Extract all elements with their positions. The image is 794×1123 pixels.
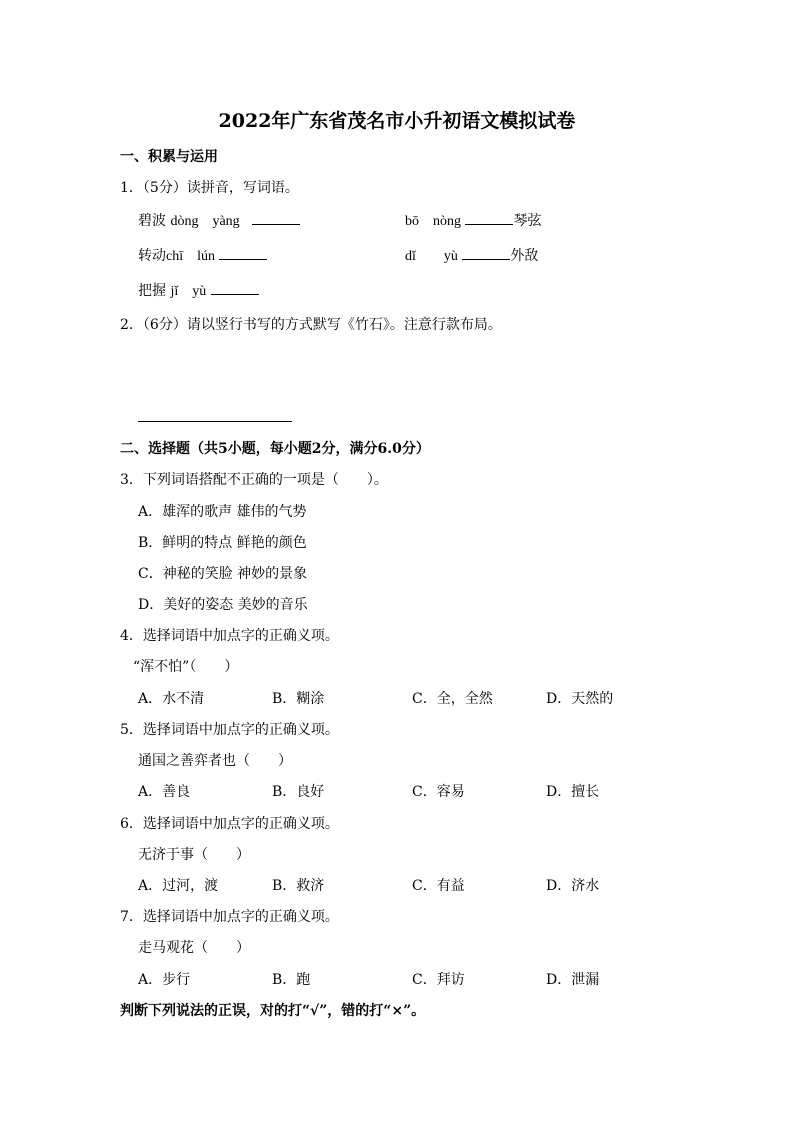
question-6-option-b[interactable]: B．救济 [272,878,325,894]
section-heading-accumulation: 一、积累与运用 [120,149,218,165]
question-4-option-d[interactable]: D．天然的 [546,691,614,707]
question-2-stem: 2．（6分）请以竖行书写的方式默写《竹石》。注意行款布局。 [120,317,502,333]
question-7-phrase: 走马观花（ ） [138,940,250,956]
question-5-phrase: 通国之善弈者也（ ） [138,753,292,769]
question-3-option-d[interactable]: D．美好的姿态 美妙的音乐 [138,597,308,613]
question-6-option-c[interactable]: C．有益 [412,878,465,894]
pinyin-item-5: 把握 jǐ yù [138,280,259,300]
question-5-stem: 5．选择词语中加点字的正确义项。 [120,722,339,738]
question-6-phrase: 无济于事（ ） [138,847,250,863]
question-7-stem: 7．选择词语中加点字的正确义项。 [120,909,339,925]
answer-line[interactable] [138,421,292,422]
pinyin-item-2: bō nòng 琴弦 [405,213,542,229]
question-4-stem: 4．选择词语中加点字的正确义项。 [120,628,339,644]
question-6-stem: 6．选择词语中加点字的正确义项。 [120,816,339,832]
question-3-stem: 3．下列词语搭配不正确的一项是（ ）。 [120,472,388,488]
answer-blank[interactable] [252,211,300,225]
pinyin-item-4: dǐ yù 外敌 [405,248,539,264]
page-title: 2022年广东省茂名市小升初语文模拟试卷 [218,110,576,132]
question-3-option-b[interactable]: B．鲜明的特点 鲜艳的颜色 [138,535,307,551]
pinyin-item-3: 转动chī lún [138,245,267,265]
answer-blank[interactable] [211,281,259,295]
question-3-option-c[interactable]: C．神秘的笑脸 神妙的景象 [138,566,308,582]
question-7-option-c[interactable]: C．拜访 [412,972,465,988]
question-6-option-a[interactable]: A．过河，渡 [138,878,219,894]
question-7-option-d[interactable]: D．泄漏 [546,972,600,988]
question-1-stem: 1．（5分）读拼音，写词语。 [120,180,299,196]
answer-blank[interactable] [462,246,510,260]
question-5-option-c[interactable]: C．容易 [412,784,465,800]
answer-blank[interactable] [219,246,267,260]
question-5-option-b[interactable]: B．良好 [272,784,325,800]
question-3-option-a[interactable]: A．雄浑的歌声 雄伟的气势 [138,504,307,520]
question-4-phrase: “浑不怕”（ ） [133,659,239,675]
question-5-option-a[interactable]: A．善良 [138,784,191,800]
question-4-option-b[interactable]: B．糊涂 [272,691,325,707]
pinyin-item-1: 碧波 dòng yàng [138,210,300,230]
question-7-option-a[interactable]: A．步行 [138,972,191,988]
question-4-option-c[interactable]: C．全，全然 [412,691,493,707]
section-heading-choice: 二、选择题（共5小题，每小题2分，满分6.0分） [120,441,430,457]
question-4-option-a[interactable]: A．水不清 [138,691,205,707]
question-7-option-b[interactable]: B．跑 [272,972,311,988]
answer-blank[interactable] [465,211,513,225]
question-6-option-d[interactable]: D．济水 [546,878,600,894]
question-5-option-d[interactable]: D．擅长 [546,784,600,800]
judge-section-heading: 判断下列说法的正误，对的打“√”，错的打“×”。 [120,1003,426,1019]
